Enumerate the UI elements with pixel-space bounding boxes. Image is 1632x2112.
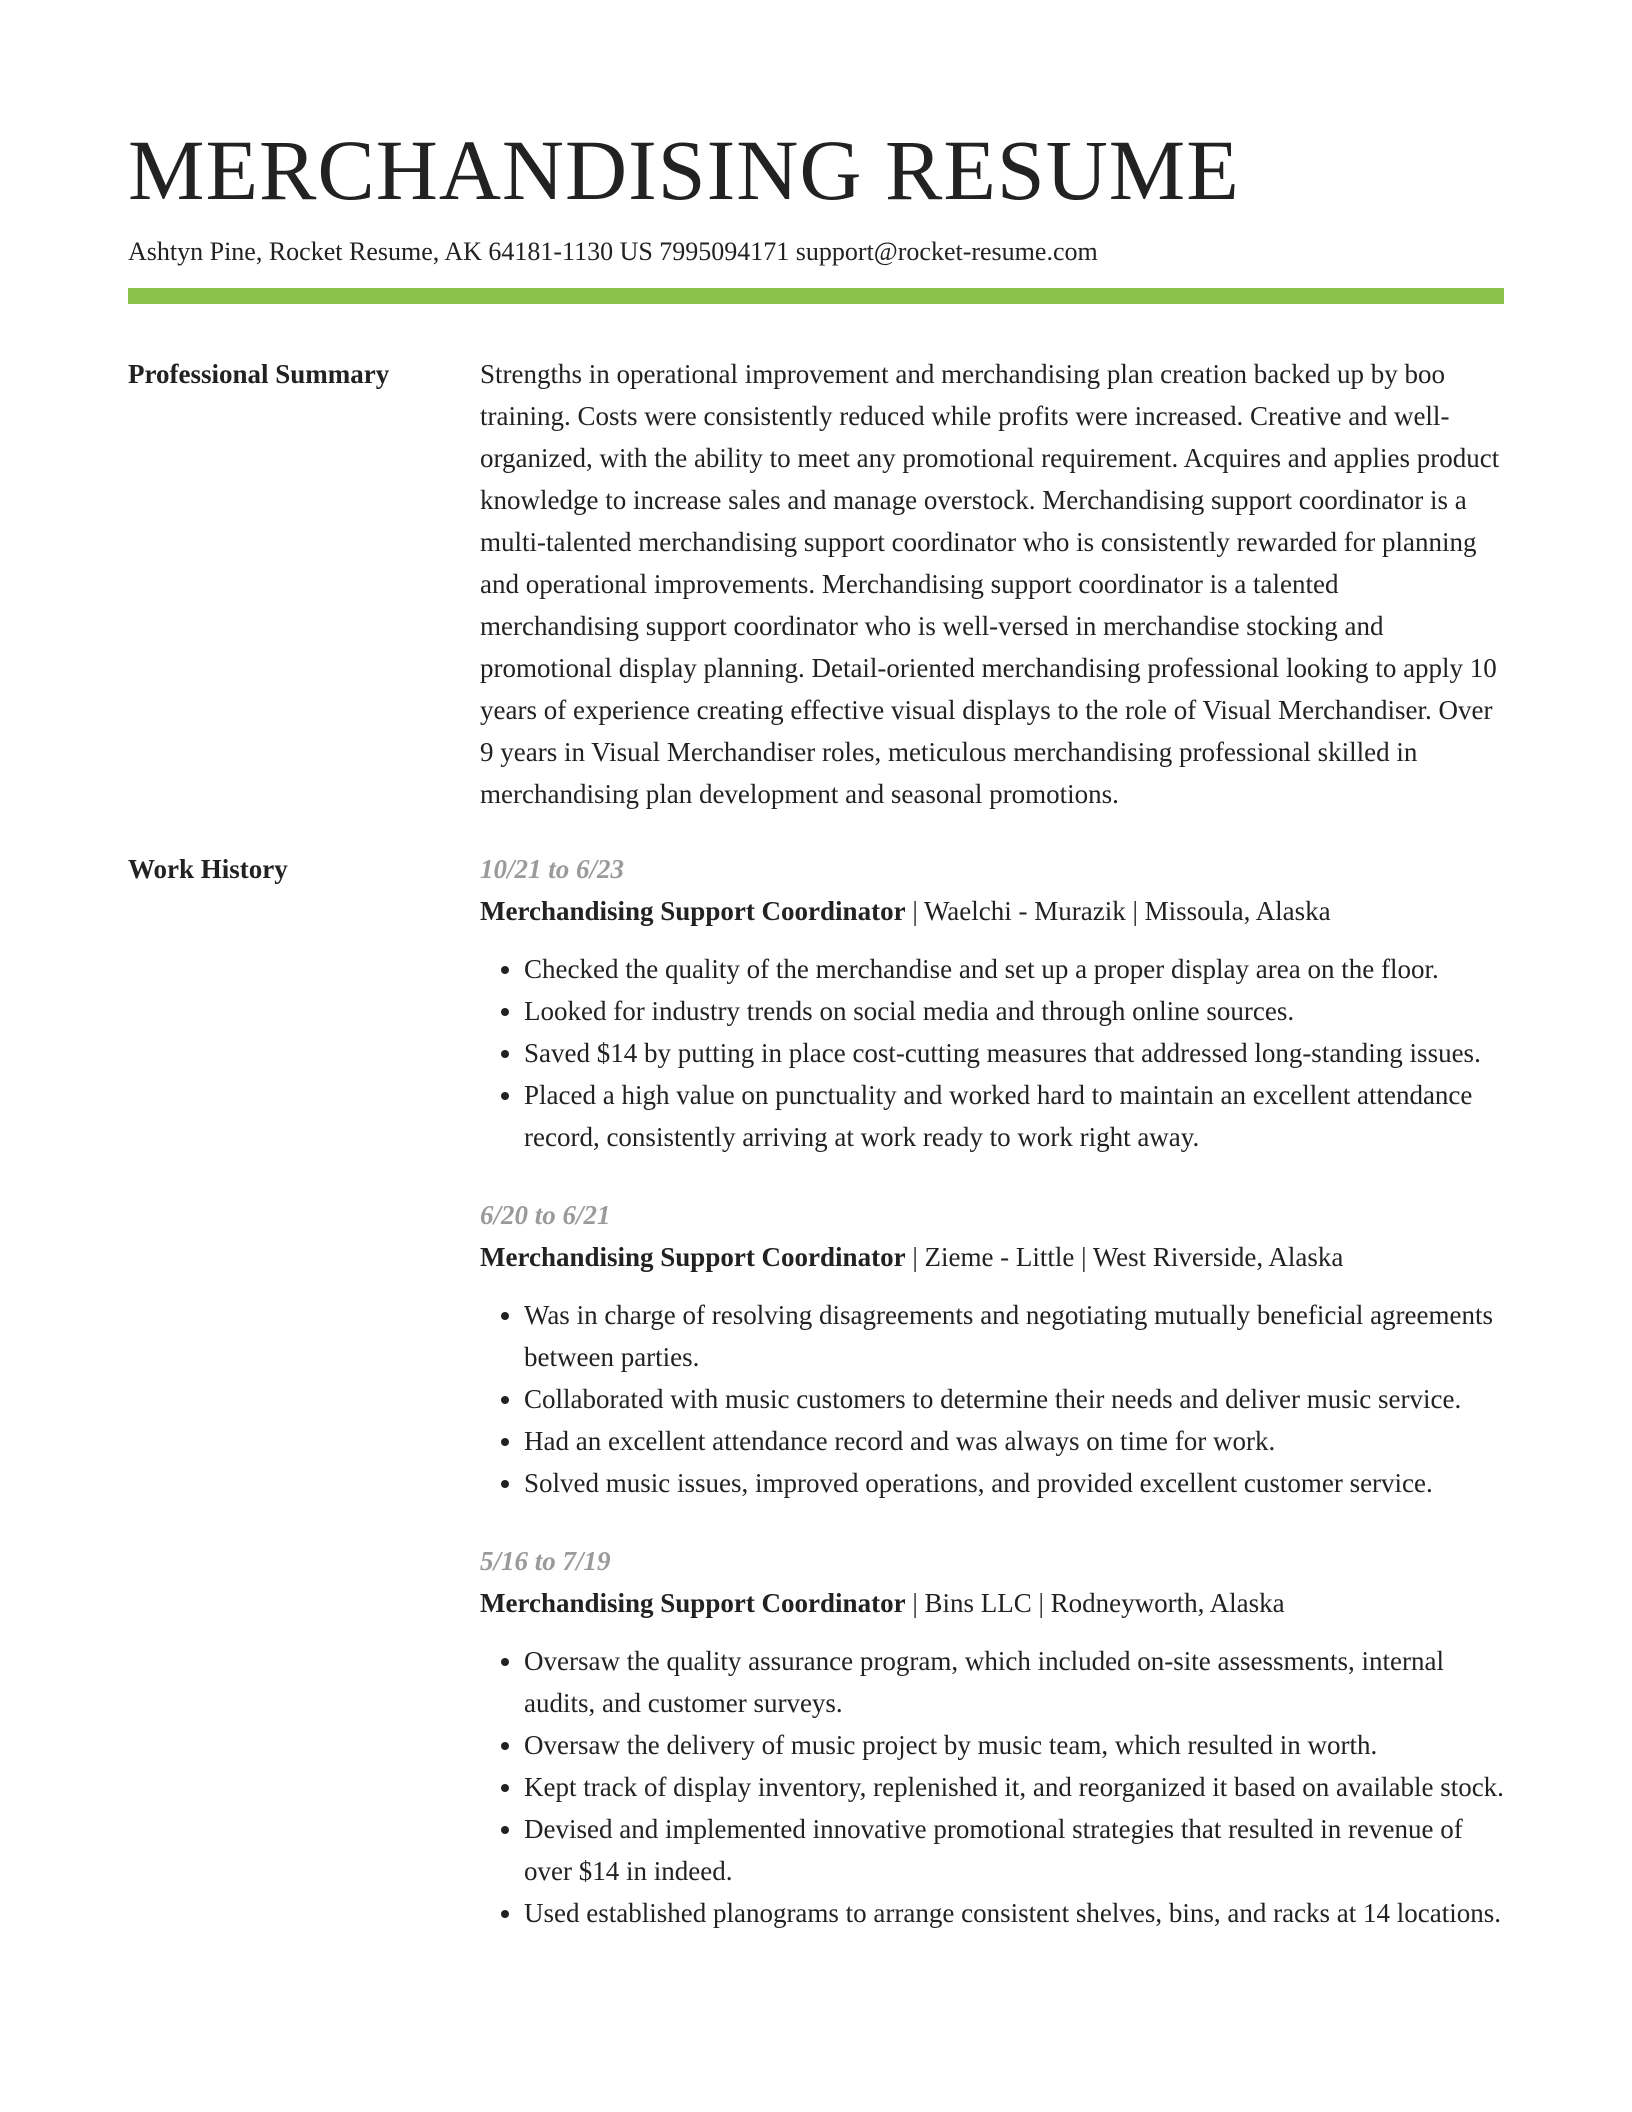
job-title-line (480, 1236, 1504, 1278)
work-history-body (480, 848, 1504, 1970)
job-entry (480, 848, 1504, 1158)
job-bullet: • Kept track of display inventory, replenished it, and reorganized it based on available stock. (524, 1766, 1504, 1808)
job-company-location: | Bins LLC | Rodneyworth, Alaska (905, 1588, 1285, 1618)
job-bullet: • Placed a high value on punctuality and worked hard to maintain an excellent attendance record, consistently arriving at work ready to work right away. (524, 1074, 1504, 1158)
section-label-work-history: Work History (128, 854, 288, 884)
job-bullet-list (480, 1294, 1504, 1504)
job-role: Merchandising Support Coordinator (480, 1242, 906, 1272)
job-title-line (480, 1582, 1504, 1624)
accent-rule (128, 288, 1504, 304)
work-history-section (128, 848, 1504, 1970)
job-company-location: | Waelchi - Murazik | Missoula, Alaska (905, 896, 1331, 926)
contact-line: Ashtyn Pine, Rocket Resume, AK 64181-1130 US 7995094171 support@rocket-resume.com (128, 237, 1098, 266)
job-bullet: • Devised and implemented innovative promotional strategies that resulted in revenue of over $14 in indeed. (524, 1808, 1504, 1892)
job-bullet: • Had an excellent attendance record and was always on time for work. (524, 1420, 1504, 1462)
job-bullet: • Oversaw the quality assurance program, which included on-site assessments, internal audits, and customer surveys. (524, 1640, 1504, 1724)
summary-body (480, 353, 1504, 815)
job-dates: 5/16 to 7/19 (480, 1546, 611, 1576)
job-bullet: • Looked for industry trends on social media and through online sources. (524, 990, 1504, 1032)
job-bullet: • Saved $14 by putting in place cost-cutting measures that addressed long-standing issues. (524, 1032, 1504, 1074)
section-label-summary: Professional Summary (128, 359, 390, 389)
job-bullet: • Oversaw the delivery of music project by music team, which resulted in worth. (524, 1724, 1504, 1766)
job-bullet-list (480, 1640, 1504, 1934)
job-title-line (480, 890, 1504, 932)
job-bullet-list (480, 948, 1504, 1158)
job-role: Merchandising Support Coordinator (480, 896, 906, 926)
job-company-location: | Zieme - Little | West Riverside, Alaska (905, 1242, 1344, 1272)
job-bullet: • Collaborated with music customers to determine their needs and deliver music service. (524, 1378, 1504, 1420)
job-dates: 6/20 to 6/21 (480, 1200, 611, 1230)
job-role: Merchandising Support Coordinator (480, 1588, 906, 1618)
job-bullet: • Checked the quality of the merchandise and set up a proper display area on the floor. (524, 948, 1504, 990)
job-bullet: • Used established planograms to arrange consistent shelves, bins, and racks at 14 locations. (524, 1892, 1504, 1934)
job-entry (480, 1540, 1504, 1934)
professional-summary-section (128, 353, 1504, 815)
summary-text: Strengths in operational improvement and merchandising plan creation backed up by boo training. Costs were consistently reduced while profits were increased. Creative and well-organized, with the ability to meet any promotional requirement. Acquires and applies product knowledge to increase sales and manage overstock. Merchandising support coordinator is a multi-talented merchandising support coordinator who is consistently rewarded for planning and operational improvements. Merchandising support coordinator is a talented merchandising support coordinator who is well-versed in merchandise stocking and promotional display planning. Detail-oriented merchandising professional looking to apply 10 years of experience creating effective visual displays to the role of Visual Merchandiser. Over 9 years in Visual Merchandiser roles, meticulous merchandising professional skilled in merchandising plan development and seasonal promotions. (480, 359, 1500, 809)
page-title: MERCHANDISING RESUME (128, 122, 1240, 218)
job-bullet: • Solved music issues, improved operations, and provided excellent customer service. (524, 1462, 1504, 1504)
job-dates: 10/21 to 6/23 (480, 854, 625, 884)
job-bullet: • Was in charge of resolving disagreements and negotiating mutually beneficial agreements between parties. (524, 1294, 1504, 1378)
job-entry (480, 1194, 1504, 1504)
resume-page (128, 0, 1504, 1970)
